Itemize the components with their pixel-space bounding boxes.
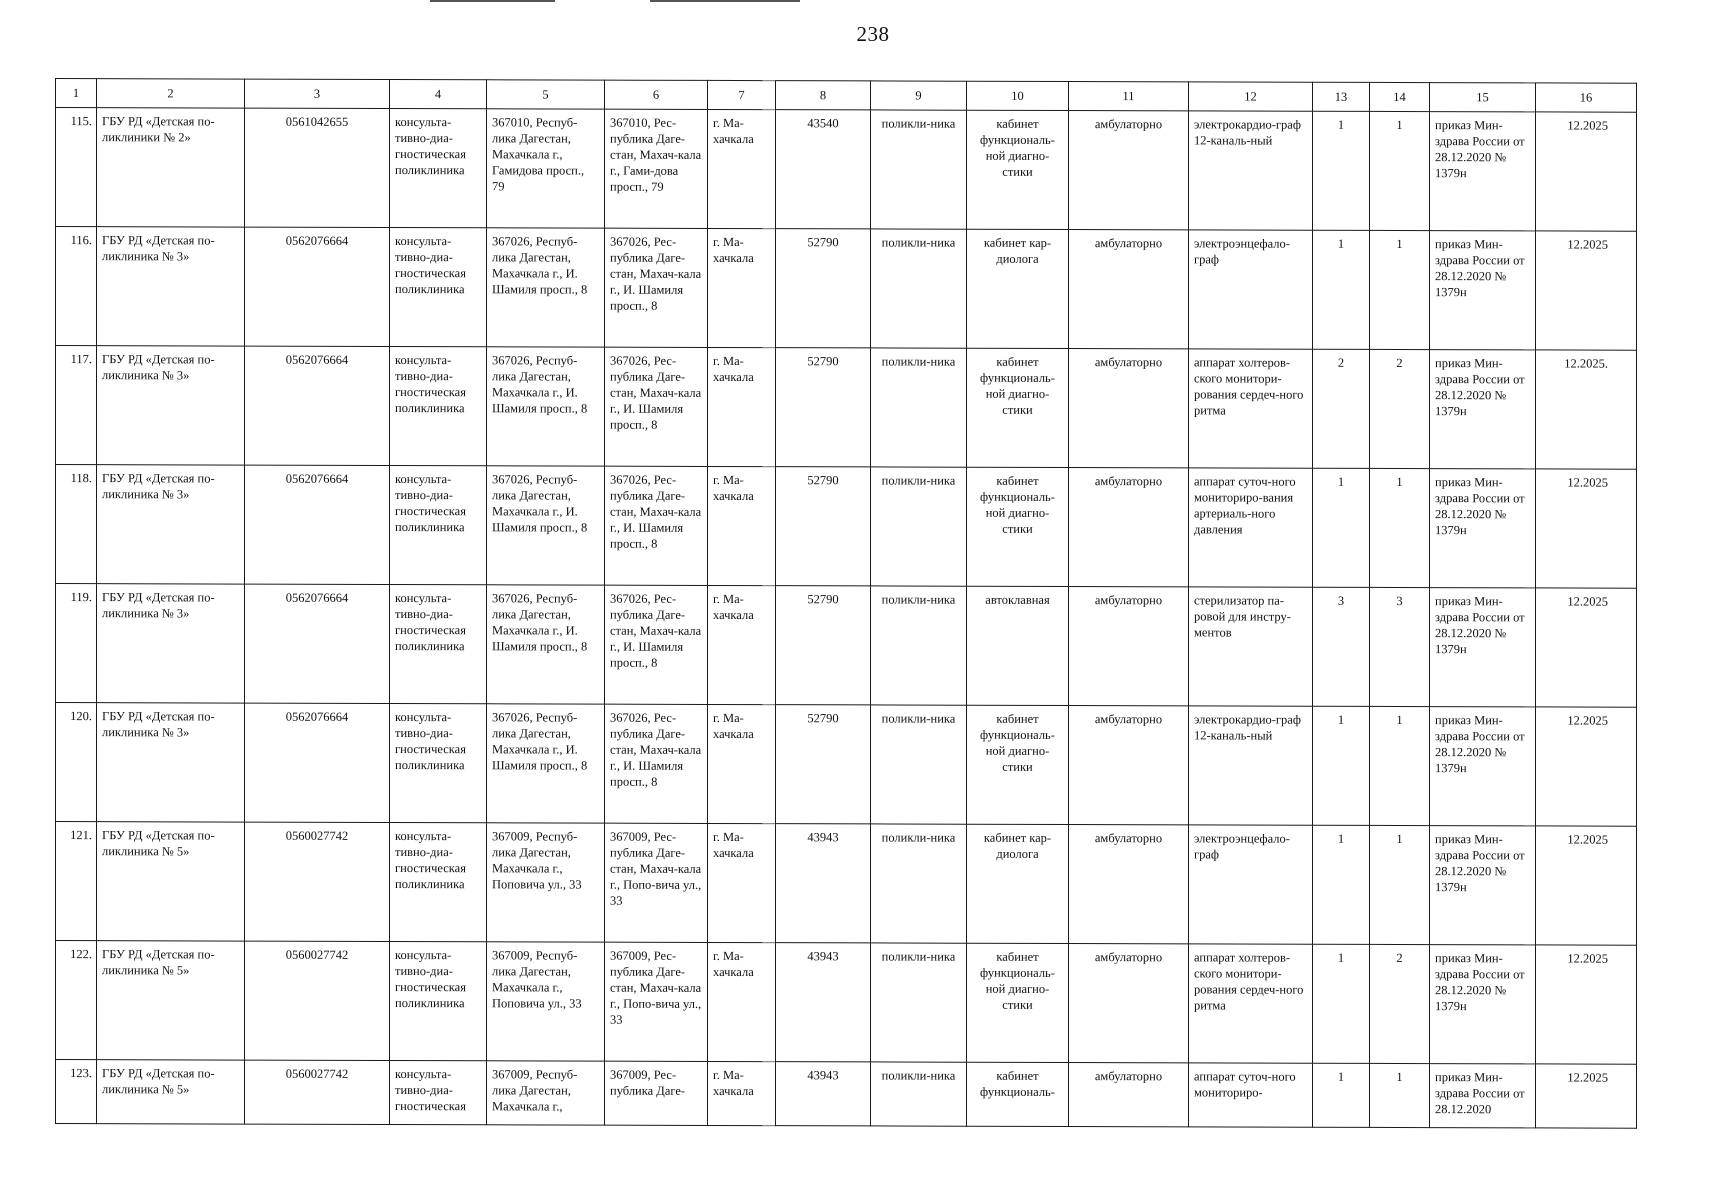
table-row (56, 822, 1637, 946)
legal-address-cell: 367026, Респуб-лика Дагестан, Махачкала г., И. Шамиля просп., 8 (487, 228, 605, 347)
regulatory-basis-cell: приказ Мин-здрава России от 28.12.2020 № 1379н (1430, 707, 1536, 826)
locality-code-cell: 52790 (776, 229, 871, 348)
city-cell: г. Ма-хачкала (708, 466, 776, 585)
organization-name-cell: ГБУ РД «Детская по-ликлиника № 5» (97, 822, 245, 941)
quantity-col13-cell: 1 (1313, 230, 1370, 349)
replacement-period-cell: 12.2025 (1536, 1064, 1637, 1128)
scan-edge-mark (650, 0, 800, 2)
actual-address-cell: 367026, Рес-публика Даге-стан, Махач-кала г., И. Шамиля просп., 8 (605, 228, 708, 347)
locality-code-cell: 52790 (776, 705, 871, 824)
care-mode-cell: амбулаторно (1069, 468, 1189, 587)
facility-type-cell: консульта-тивно-диа-гностическая поликлиника (390, 822, 487, 941)
inn-code-cell: 0560027742 (245, 822, 390, 941)
inn-code-cell: 0560027742 (245, 941, 390, 1060)
organization-name-cell: ГБУ РД «Детская по-ликлиники № 2» (97, 108, 245, 227)
equipment-name-cell: электрокардио-граф 12-каналь-ный (1189, 111, 1313, 230)
column-number-row (56, 79, 1637, 113)
page-number: 238 (856, 22, 890, 46)
table-row (56, 584, 1637, 708)
city-cell: г. Ма-хачкала (708, 1061, 776, 1125)
quantity-col14-cell: 1 (1370, 468, 1430, 587)
quantity-col13-cell: 1 (1313, 706, 1370, 825)
room-name-cell: кабинет функциональ-ной диагно-стики (967, 943, 1069, 1062)
city-cell: г. Ма-хачкала (708, 823, 776, 942)
replacement-period-cell: 12.2025 (1536, 945, 1637, 1064)
care-mode-cell: амбулаторно (1069, 706, 1189, 825)
inn-code-cell: 0562076664 (245, 465, 390, 584)
subdivision-cell: поликли-ника (871, 705, 967, 824)
column-number-header: 12 (1189, 82, 1313, 111)
legal-address-cell: 367026, Респуб-лика Дагестан, Махачкала г., И. Шамиля просп., 8 (487, 585, 605, 704)
actual-address-cell: 367026, Рес-публика Даге-стан, Махач-кала г., И. Шамиля просп., 8 (605, 585, 708, 704)
subdivision-cell: поликли-ника (871, 1062, 967, 1126)
inn-code-cell: 0562076664 (245, 703, 390, 822)
column-number-header: 9 (871, 81, 967, 110)
actual-address-cell: 367010, Рес-публика Даге-стан, Махач-кала г., Гами-дова просп., 79 (605, 109, 708, 228)
subdivision-cell: поликли-ника (871, 586, 967, 705)
care-mode-cell: амбулаторно (1069, 349, 1189, 468)
facility-type-cell: консульта-тивно-диа-гностическая поликлиника (390, 703, 487, 822)
regulatory-basis-cell: приказ Мин-здрава России от 28.12.2020 № 1379н (1430, 231, 1536, 350)
organization-name-cell: ГБУ РД «Детская по-ликлиника № 3» (97, 465, 245, 584)
replacement-period-cell: 12.2025 (1536, 231, 1637, 350)
quantity-col13-cell: 1 (1313, 468, 1370, 587)
organization-name-cell: ГБУ РД «Детская по-ликлиника № 5» (97, 1060, 245, 1124)
regulatory-basis-cell: приказ Мин-здрава России от 28.12.2020 № 1379н (1430, 469, 1536, 588)
column-number-header: 10 (967, 81, 1069, 110)
subdivision-cell: поликли-ника (871, 824, 967, 943)
register-table (55, 78, 1637, 1129)
row-number-cell: 116. (56, 227, 97, 346)
quantity-col14-cell: 2 (1370, 944, 1430, 1063)
legal-address-cell: 367009, Респуб-лика Дагестан, Махачкала г., Поповича ул., 33 (487, 942, 605, 1061)
care-mode-cell: амбулаторно (1069, 944, 1189, 1063)
care-mode-cell: амбулаторно (1069, 825, 1189, 944)
equipment-name-cell: аппарат холтеров-ского монитори-рования сердеч-ного ритма (1189, 944, 1313, 1063)
row-number-cell: 118. (56, 465, 97, 584)
care-mode-cell: амбулаторно (1069, 111, 1189, 230)
locality-code-cell: 52790 (776, 348, 871, 467)
room-name-cell: кабинет функциональ-ной диагно-стики (967, 348, 1069, 467)
replacement-period-cell: 12.2025 (1536, 588, 1637, 707)
subdivision-cell: поликли-ника (871, 110, 967, 229)
actual-address-cell: 367026, Рес-публика Даге-стан, Махач-кала г., И. Шамиля просп., 8 (605, 704, 708, 823)
table-row (56, 703, 1637, 827)
column-number-header: 2 (97, 79, 245, 108)
subdivision-cell: поликли-ника (871, 348, 967, 467)
regulatory-basis-cell: приказ Мин-здрава России от 28.12.2020 (1430, 1064, 1536, 1128)
quantity-col14-cell: 3 (1370, 587, 1430, 706)
quantity-col13-cell: 1 (1313, 825, 1370, 944)
column-number-header: 4 (390, 79, 487, 108)
equipment-name-cell: аппарат холтеров-ского монитори-рования сердеч-ного ритма (1189, 349, 1313, 468)
legal-address-cell: 367009, Респуб-лика Дагестан, Махачкала г., (487, 1061, 605, 1125)
quantity-col14-cell: 1 (1370, 825, 1430, 944)
legal-address-cell: 367026, Респуб-лика Дагестан, Махачкала г., И. Шамиля просп., 8 (487, 347, 605, 466)
inn-code-cell: 0562076664 (245, 346, 390, 465)
replacement-period-cell: 12.2025 (1536, 112, 1637, 231)
table-row (56, 108, 1637, 232)
inn-code-cell: 0561042655 (245, 108, 390, 227)
equipment-name-cell: электроэнцефало-граф (1189, 825, 1313, 944)
table-row (56, 346, 1637, 470)
city-cell: г. Ма-хачкала (708, 704, 776, 823)
room-name-cell: кабинет кар-диолога (967, 229, 1069, 348)
facility-type-cell: консульта-тивно-диа-гностическая поликлиника (390, 465, 487, 584)
column-number-header: 15 (1430, 83, 1536, 112)
column-number-header: 6 (605, 80, 708, 109)
quantity-col13-cell: 3 (1313, 587, 1370, 706)
facility-type-cell: консульта-тивно-диа-гностическая поликлиника (390, 108, 487, 227)
facility-type-cell: консульта-тивно-диа-гностическая поликлиника (390, 584, 487, 703)
city-cell: г. Ма-хачкала (708, 347, 776, 466)
inn-code-cell: 0562076664 (245, 584, 390, 703)
table-row (56, 1060, 1637, 1129)
actual-address-cell: 367026, Рес-публика Даге-стан, Махач-кала г., И. Шамиля просп., 8 (605, 347, 708, 466)
replacement-period-cell: 12.2025 (1536, 826, 1637, 945)
locality-code-cell: 52790 (776, 586, 871, 705)
city-cell: г. Ма-хачкала (708, 585, 776, 704)
column-number-header: 5 (487, 80, 605, 109)
row-number-cell: 115. (56, 108, 97, 227)
actual-address-cell: 367009, Рес-публика Даге-стан, Махач-кала г., Попо-вича ул., 33 (605, 942, 708, 1061)
replacement-period-cell: 12.2025. (1536, 350, 1637, 469)
quantity-col13-cell: 1 (1313, 1063, 1370, 1127)
organization-name-cell: ГБУ РД «Детская по-ликлиника № 3» (97, 703, 245, 822)
actual-address-cell: 367009, Рес-публика Даге- (605, 1061, 708, 1125)
quantity-col13-cell: 2 (1313, 349, 1370, 468)
quantity-col13-cell: 1 (1313, 944, 1370, 1063)
locality-code-cell: 43943 (776, 824, 871, 943)
row-number-cell: 121. (56, 822, 97, 941)
row-number-cell: 123. (56, 1060, 97, 1124)
regulatory-basis-cell: приказ Мин-здрава России от 28.12.2020 № 1379н (1430, 945, 1536, 1064)
locality-code-cell: 43540 (776, 110, 871, 229)
city-cell: г. Ма-хачкала (708, 228, 776, 347)
column-number-header: 13 (1313, 82, 1370, 111)
room-name-cell: кабинет функциональ-ной диагно-стики (967, 705, 1069, 824)
column-number-header: 7 (708, 80, 776, 109)
facility-type-cell: консульта-тивно-диа-гностическая поликлиника (390, 941, 487, 1060)
row-number-cell: 122. (56, 941, 97, 1060)
equipment-name-cell: аппарат суточ-ного мониториро- (1189, 1063, 1313, 1127)
quantity-col14-cell: 1 (1370, 706, 1430, 825)
regulatory-basis-cell: приказ Мин-здрава России от 28.12.2020 № 1379н (1430, 588, 1536, 707)
regulatory-basis-cell: приказ Мин-здрава России от 28.12.2020 № 1379н (1430, 826, 1536, 945)
inn-code-cell: 0560027742 (245, 1060, 390, 1124)
room-name-cell: кабинет функциональ-ной диагно-стики (967, 467, 1069, 586)
table-row (56, 465, 1637, 589)
locality-code-cell: 52790 (776, 467, 871, 586)
facility-type-cell: консульта-тивно-диа-гностическая поликлиника (390, 227, 487, 346)
city-cell: г. Ма-хачкала (708, 109, 776, 228)
room-name-cell: кабинет функциональ-ной диагно-стики (967, 110, 1069, 229)
legal-address-cell: 367026, Респуб-лика Дагестан, Махачкала г., И. Шамиля просп., 8 (487, 704, 605, 823)
organization-name-cell: ГБУ РД «Детская по-ликлиника № 3» (97, 227, 245, 346)
quantity-col13-cell: 1 (1313, 111, 1370, 230)
replacement-period-cell: 12.2025 (1536, 707, 1637, 826)
column-number-header: 16 (1536, 83, 1637, 112)
replacement-period-cell: 12.2025 (1536, 469, 1637, 588)
room-name-cell: автоклавная (967, 586, 1069, 705)
table-row (56, 227, 1637, 351)
column-number-header: 3 (245, 79, 390, 108)
legal-address-cell: 367026, Респуб-лика Дагестан, Махачкала г., И. Шамиля просп., 8 (487, 466, 605, 585)
organization-name-cell: ГБУ РД «Детская по-ликлиника № 5» (97, 941, 245, 1060)
subdivision-cell: поликли-ника (871, 467, 967, 586)
table-row (56, 941, 1637, 1065)
room-name-cell: кабинет кар-диолога (967, 824, 1069, 943)
inn-code-cell: 0562076664 (245, 227, 390, 346)
legal-address-cell: 367009, Респуб-лика Дагестан, Махачкала г., Поповича ул., 33 (487, 823, 605, 942)
facility-type-cell: консульта-тивно-диа-гностическая (390, 1060, 487, 1124)
care-mode-cell: амбулаторно (1069, 1063, 1189, 1127)
subdivision-cell: поликли-ника (871, 943, 967, 1062)
column-number-header: 14 (1370, 82, 1430, 111)
equipment-name-cell: электроэнцефало-граф (1189, 230, 1313, 349)
row-number-cell: 120. (56, 703, 97, 822)
column-number-header: 11 (1069, 82, 1189, 111)
facility-type-cell: консульта-тивно-диа-гностическая поликлиника (390, 346, 487, 465)
row-number-cell: 117. (56, 346, 97, 465)
actual-address-cell: 367009, Рес-публика Даге-стан, Махач-кала г., Попо-вича ул., 33 (605, 823, 708, 942)
equipment-name-cell: электрокардио-граф 12-каналь-ный (1189, 706, 1313, 825)
column-number-header: 8 (776, 81, 871, 110)
quantity-col14-cell: 2 (1370, 349, 1430, 468)
equipment-name-cell: аппарат суточ-ного мониториро-вания артериаль-ного давления (1189, 468, 1313, 587)
regulatory-basis-cell: приказ Мин-здрава России от 28.12.2020 № 1379н (1430, 112, 1536, 231)
column-number-header: 1 (56, 79, 97, 108)
room-name-cell: кабинет функциональ- (967, 1062, 1069, 1126)
quantity-col14-cell: 1 (1370, 1063, 1430, 1127)
quantity-col14-cell: 1 (1370, 111, 1430, 230)
actual-address-cell: 367026, Рес-публика Даге-стан, Махач-кала г., И. Шамиля просп., 8 (605, 466, 708, 585)
quantity-col14-cell: 1 (1370, 230, 1430, 349)
table-body (56, 108, 1637, 1129)
care-mode-cell: амбулаторно (1069, 230, 1189, 349)
row-number-cell: 119. (56, 584, 97, 703)
subdivision-cell: поликли-ника (871, 229, 967, 348)
scan-edge-mark (430, 0, 555, 2)
organization-name-cell: ГБУ РД «Детская по-ликлиника № 3» (97, 346, 245, 465)
locality-code-cell: 43943 (776, 943, 871, 1062)
city-cell: г. Ма-хачкала (708, 942, 776, 1061)
equipment-name-cell: стерилизатор па-ровой для инстру-ментов (1189, 587, 1313, 706)
legal-address-cell: 367010, Респуб-лика Дагестан, Махачкала г., Гамидова просп., 79 (487, 109, 605, 228)
locality-code-cell: 43943 (776, 1062, 871, 1126)
regulatory-basis-cell: приказ Мин-здрава России от 28.12.2020 № 1379н (1430, 350, 1536, 469)
care-mode-cell: амбулаторно (1069, 587, 1189, 706)
organization-name-cell: ГБУ РД «Детская по-ликлиника № 3» (97, 584, 245, 703)
